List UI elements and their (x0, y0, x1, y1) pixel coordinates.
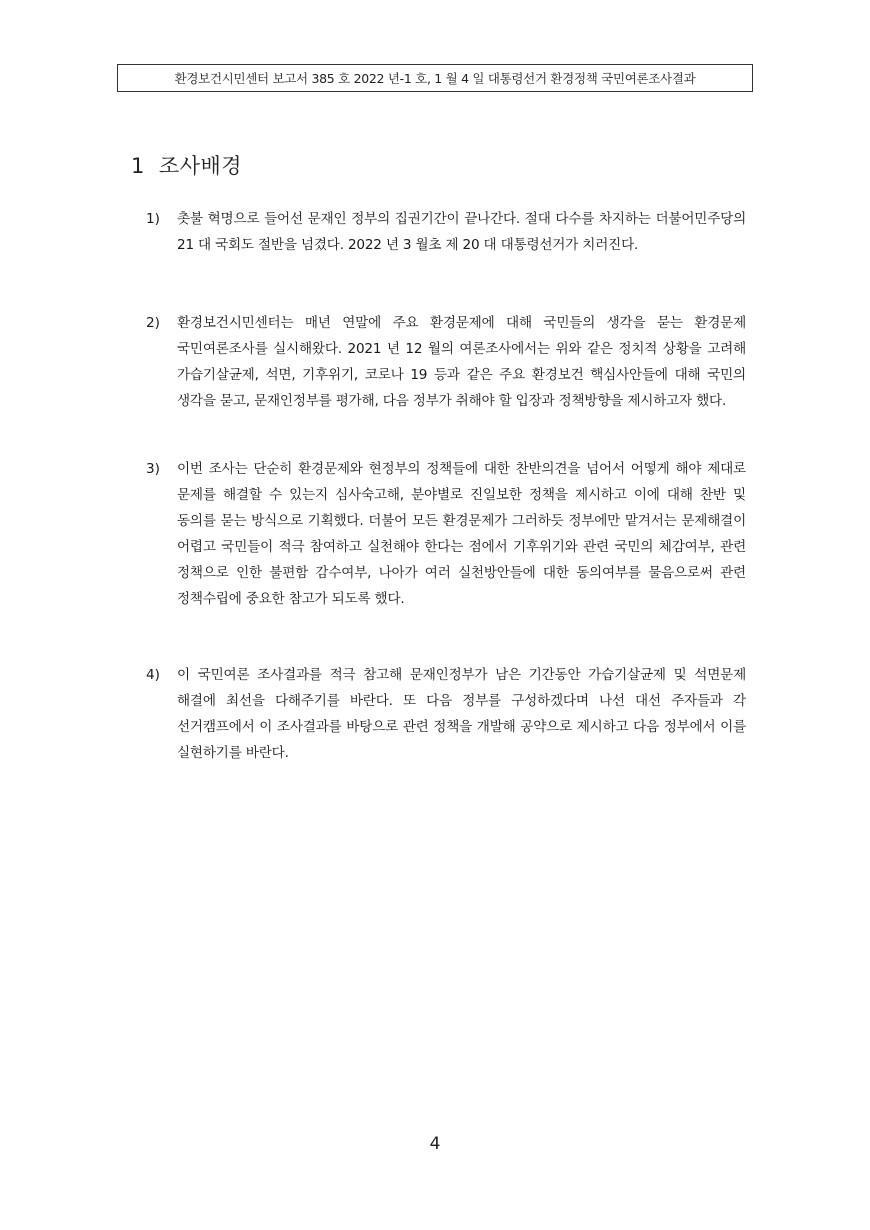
page-number: 4 (429, 1134, 441, 1154)
paragraph-3 (146, 456, 746, 612)
paragraph-text: 이 국민여론 조사결과를 적극 참고해 문재인정부가 남은 기간동안 가습기살균제 및 석면문제 해결에 최선을 다해주기를 바란다. 또 다음 정부를 구성하겠다며 나선 대선 주자들과 각 선거캠프에서 이 조사결과를 바탕으로 관련 정책을 개발해 공약으로 제시하고 다음 정부에서 이를 실현하기를 바란다. (177, 667, 746, 761)
paragraph-number: 1) (146, 211, 160, 227)
paragraph-number: 4) (146, 667, 160, 683)
section-heading (131, 150, 242, 180)
paragraph-number: 3) (146, 461, 160, 477)
paragraph-1 (146, 206, 746, 258)
paragraph-text: 환경보건시민센터는 매년 연말에 주요 환경문제에 대해 국민들의 생각을 묻는 환경문제 국민여론조사를 실시해왔다. 2021 년 12 월의 여론조사에서는 위와 같은 정치적 상황을 고려해 가습기살균제, 석면, 기후위기, 코로나 19 등과 같은 주요 환경보건 핵심사안들에 대해 국민의 생각을 묻고, 문재인정부를 평가해, 다음 정부가 취해야 할 입장과 정책방향을 제시하고자 했다. (177, 315, 746, 409)
report-header-text: 환경보건시민센터 보고서 385 호 2022 년-1 호, 1 월 4 일 대통령선거 환경정책 국민여론조사결과 (174, 71, 696, 86)
report-header (117, 64, 753, 92)
paragraph-text: 촛불 혁명으로 들어선 문재인 정부의 집권기간이 끝나간다. 절대 다수를 차지하는 더불어민주당의 21 대 국회도 절반을 넘겼다. 2022 년 3 월초 제 20 대 대통령선거가 치러진다. (177, 211, 746, 253)
paragraph-4 (146, 662, 746, 766)
section-title: 조사배경 (158, 154, 243, 178)
section-number: 1 (131, 154, 145, 178)
paragraph-text: 이번 조사는 단순히 환경문제와 현정부의 정책들에 대한 찬반의견을 넘어서 어떻게 해야 제대로 문제를 해결할 수 있는지 심사숙고해, 분야별로 진일보한 정책을 제시하고 이에 대해 찬반 및 동의를 묻는 방식으로 기획했다. 더불어 모든 환경문제가 그러하듯 정부에만 맡겨서는 문제해결이 어렵고 국민들이 적극 참여하고 실천해야 한다는 점에서 기후위기와 관련 국민의 체감여부, 관련 정책으로 인한 불편함 감수여부, 나아가 여러 실천방안들에 대한 동의여부를 물음으로써 관련 정책수립에 중요한 참고가 되도록 했다. (177, 461, 746, 607)
paragraph-number: 2) (146, 315, 160, 331)
paragraph-2 (146, 310, 746, 414)
